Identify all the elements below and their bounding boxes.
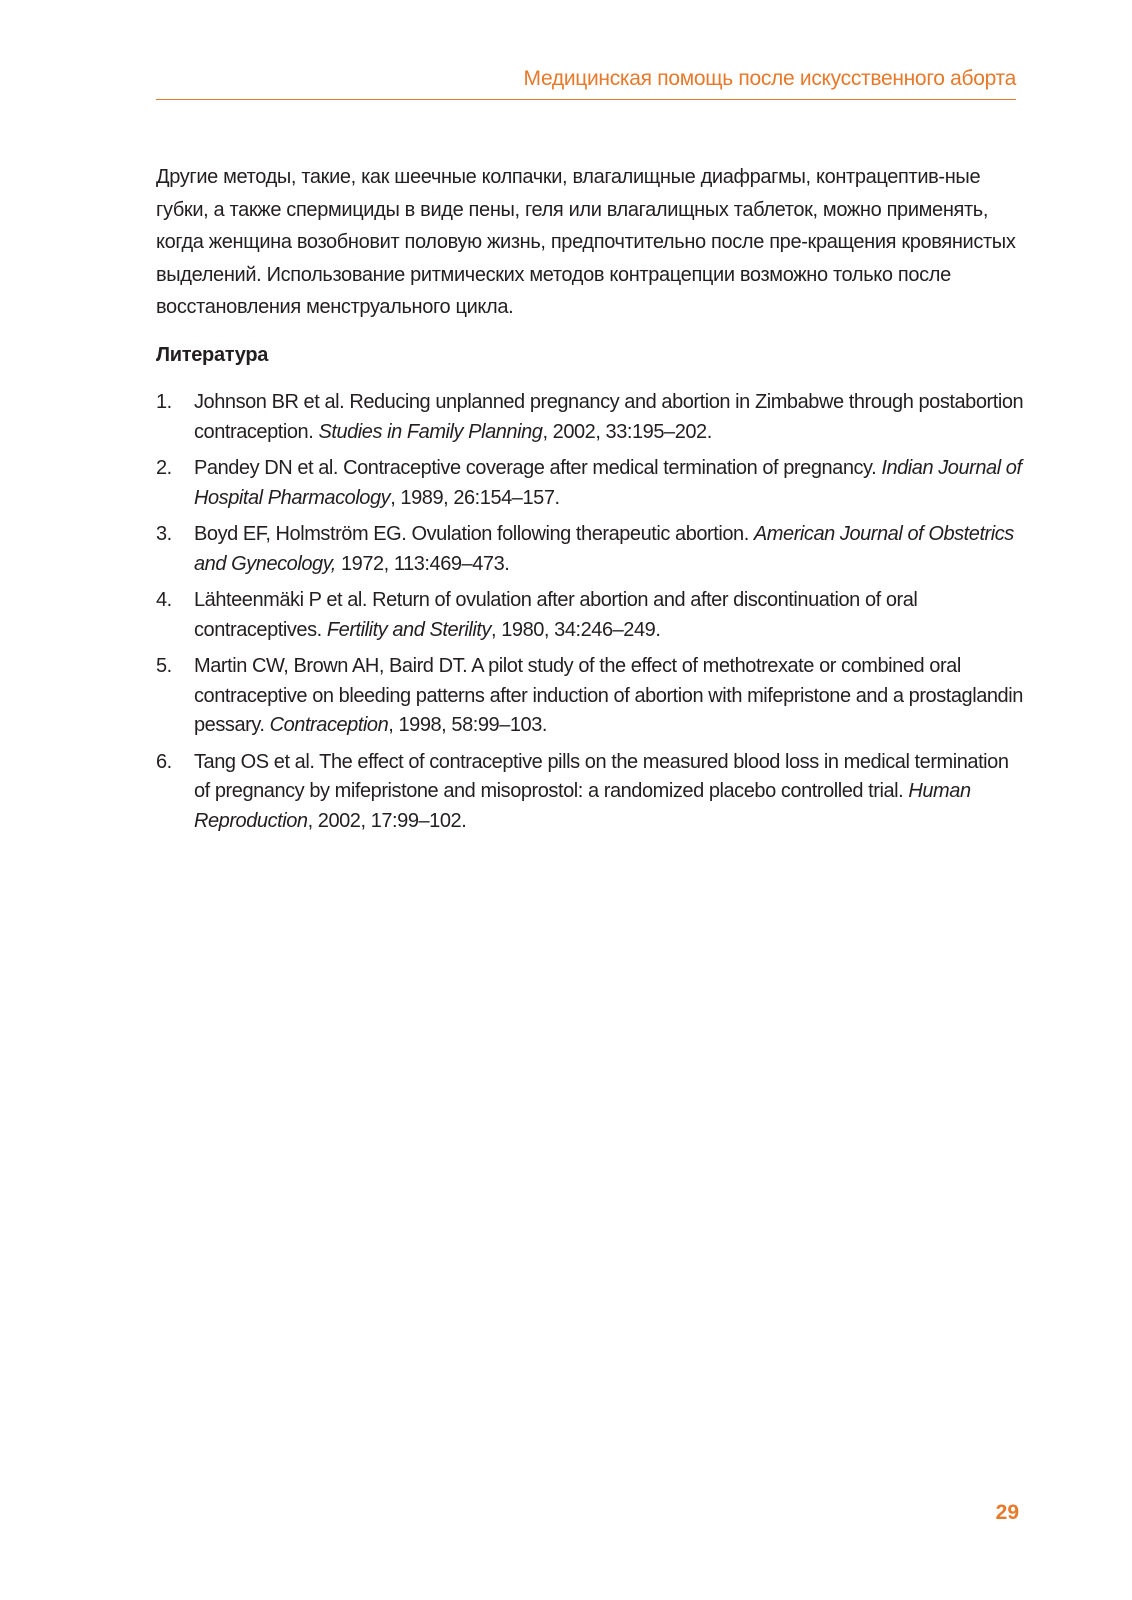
reference-number: 2.	[156, 457, 172, 479]
reference-item	[156, 586, 1026, 645]
reference-item	[156, 748, 1026, 837]
references-list	[156, 388, 1026, 843]
reference-number: 3.	[156, 523, 172, 545]
reference-text: Johnson BR et al. Reducing unplanned pregnancy and abortion in Zimbabwe through postabortion contraception.	[194, 391, 1024, 443]
reference-item	[156, 520, 1026, 579]
reference-text: Boyd EF, Holmström EG. Ovulation following therapeutic abortion.	[194, 523, 754, 545]
reference-item	[156, 454, 1026, 513]
reference-text: Martin CW, Brown AH, Baird DT. A pilot study of the effect of methotrexate or combined oral contraceptive on bleeding patterns after induction of abortion with mifepristone and a prostaglandin pessary.	[194, 655, 1023, 736]
reference-tail: , 1998, 58:99–103.	[388, 714, 547, 736]
reference-number: 1.	[156, 391, 172, 413]
reference-tail: 1972, 113:469–473.	[335, 552, 510, 575]
reference-text: Tang OS et al. The effect of contraceptive pills on the measured blood loss in medical termination of pregnancy by mifepristone and misoprostol: a randomized placebo controlled trial.	[194, 750, 1009, 802]
reference-journal: Fertility and Sterility	[326, 618, 492, 641]
reference-journal: Indian Journal of Hospital Pharmacology	[194, 457, 1022, 509]
reference-tail: , 2002, 17:99–102.	[307, 809, 467, 832]
references-heading: Литература	[156, 344, 269, 366]
running-header-title: Медицинская помощь после искусственного аборта	[523, 67, 1016, 90]
reference-tail: , 2002, 33:195–202.	[542, 420, 712, 443]
reference-item	[156, 388, 1026, 447]
reference-journal: Studies in Family Planning	[318, 420, 543, 443]
reference-item	[156, 652, 1026, 741]
running-header	[156, 68, 1016, 100]
reference-journal: Contraception	[269, 714, 389, 736]
body-paragraph: Другие методы, такие, как шеечные колпачки, влагалищные диафрагмы, контрацептив-ные губки, а также спермициды в виде пены, геля или влагалищных таблеток, можно применять, когда женщина возобновит половую жизнь, предпочтительно после пре-кращения кровянистых выделений. Использование ритмических методов контрацепции возможно только после восстановления менструального цикла.	[156, 166, 1016, 318]
reference-number: 6.	[156, 750, 172, 773]
reference-journal: Human Reproduction	[194, 780, 971, 832]
reference-number: 5.	[156, 655, 172, 677]
reference-text: Lähteenmäki P et al. Return of ovulation after abortion and after discontinuation of oral contraceptives.	[194, 589, 918, 641]
reference-tail: , 1980, 34:246–249.	[491, 618, 661, 641]
reference-tail: , 1989, 26:154–157.	[390, 486, 560, 509]
reference-number: 4.	[156, 589, 172, 611]
reference-text: Pandey DN et al. Contraceptive coverage after medical termination of pregnancy.	[194, 457, 882, 479]
page-number: 29	[995, 1501, 1019, 1524]
reference-journal: American Journal of Obstetrics and Gynecology,	[194, 523, 1014, 575]
